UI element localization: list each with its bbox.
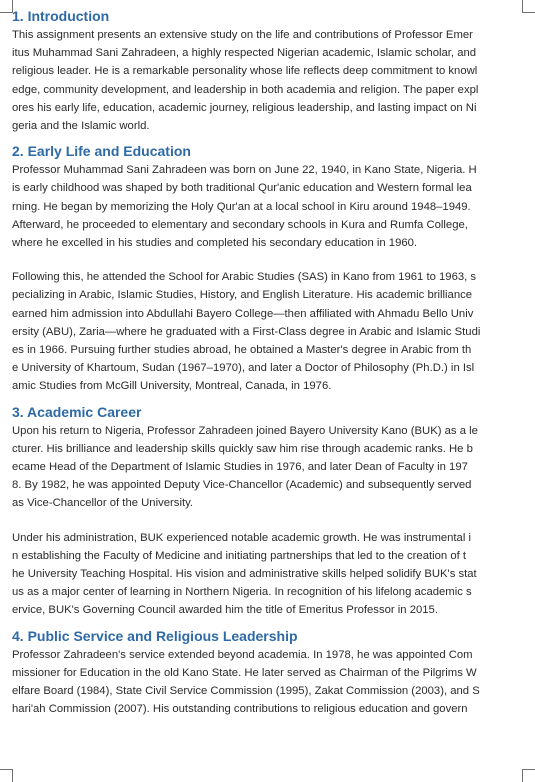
section-heading: 4. Public Service and Religious Leadership	[12, 627, 298, 644]
text-line: Following this, he attended the School for Arabic Studies (SAS) in Kano from 1961 to 1963, s	[12, 271, 477, 284]
paragraph-spacer	[12, 252, 524, 268]
text-line: ersity (ABU), Zaria—where he graduated with a First-Class degree in Arabic and Islamic Studi	[12, 325, 481, 338]
paragraph-spacer	[12, 513, 524, 529]
section-2	[12, 141, 524, 395]
paragraph	[12, 646, 524, 719]
text-line: is early childhood was shaped by both traditional Qur'anic education and Western formal lea	[12, 182, 472, 195]
text-line: This assignment presents an extensive study on the life and contributions of Professor Emer	[12, 29, 473, 41]
text-line: hari'ah Commission (2007). His outstanding contributions to religious education and govern	[12, 703, 468, 716]
text-line: n establishing the Faculty of Medicine and initiating partnerships that led to the creation of t	[12, 549, 467, 562]
text-line: itus Muhammad Sani Zahradeen, a highly respected Nigerian academic, Islamic scholar, and	[12, 47, 477, 60]
text-line: Under his administration, BUK experienced notable academic growth. He was instrumental i	[12, 531, 472, 544]
section-1	[12, 6, 524, 135]
text-line: cturer. His brilliance and leadership skills quickly saw him rise through academic ranks. He b	[12, 442, 473, 455]
text-line: Upon his return to Nigeria, Professor Zahradeen joined Bayero University Kano (BUK) as a le	[12, 424, 478, 437]
document-page	[12, 6, 524, 719]
section-heading: 3. Academic Career	[12, 403, 142, 420]
text-line: Professor Zahradeen's service extended beyond academia. In 1978, he was appointed Com	[12, 648, 473, 661]
crop-mark-bottom-right	[522, 769, 535, 782]
text-line: rning. He began by memorizing the Holy Qur'an at a local school in Kiru around 1948–1949.	[12, 200, 471, 213]
text-line: geria and the Islamic world.	[12, 120, 150, 133]
paragraph	[12, 268, 524, 395]
text-line: amic Studies from McGill University, Montreal, Canada, in 1976.	[12, 380, 332, 393]
text-line: us as a major center of learning in Northern Nigeria. In recognition of his lifelong academic s	[12, 586, 472, 599]
text-line: elfare Board (1984), State Civil Service Commission (1995), Zakat Commission (2003), and S	[12, 685, 480, 698]
paragraph	[12, 161, 524, 252]
text-line: religious leader. He is a remarkable personality whose life reflects deep commitment to knowl	[12, 65, 478, 78]
text-line: where he excelled in his studies and completed his secondary education in 1960.	[12, 237, 418, 250]
text-line: es in 1966. Pursuing further studies abroad, he obtained a Master's degree in Arabic from th	[12, 344, 472, 357]
text-line: earned him admission into Abdullahi Bayero College—then affiliated with Ahmadu Bello Univ	[12, 307, 474, 320]
text-line: pecializing in Arabic, Islamic Studies, History, and English Literature. His academic brilliance	[12, 289, 473, 302]
text-line: missioner for Education in the old Kano State. He later served as Chairman of the Pilgrims W	[12, 666, 477, 679]
text-line: he University Teaching Hospital. His vision and administrative skills helped solidify BUK's stat	[12, 568, 477, 581]
text-line: Professor Muhammad Sani Zahradeen was born on June 22, 1940, in Kano State, Nigeria. H	[12, 164, 477, 177]
text-line: ecame Head of the Department of Islamic Studies in 1976, and later Dean of Faculty in 197	[12, 461, 468, 474]
text-line: as Vice-Chancellor of the University.	[12, 497, 194, 510]
text-line: edge, community development, and leadership in both academia and religion. The paper expl	[12, 83, 479, 96]
section-3	[12, 402, 524, 620]
section-heading: 1. Introduction	[12, 8, 110, 24]
paragraph	[12, 26, 524, 135]
text-line: Afterward, he proceeded to elementary and secondary schools in Kura and Rumfa College,	[12, 218, 468, 231]
text-line: ervice, BUK's Governing Council awarded him the title of Emeritus Professor in 2015.	[12, 604, 438, 617]
crop-mark-bottom-left	[0, 769, 13, 782]
section-heading: 2. Early Life and Education	[12, 143, 191, 160]
text-line: 8. By 1982, he was appointed Deputy Vice-Chancellor (Academic) and subsequently served	[12, 479, 472, 492]
paragraph	[12, 422, 524, 513]
section-4	[12, 626, 524, 719]
text-line: ores his early life, education, academic journey, religious leadership, and lasting impact on Ni	[12, 101, 477, 114]
text-line: e University of Khartoum, Sudan (1967–1970), and later a Doctor of Philosophy (Ph.D.) in Isl	[12, 362, 475, 375]
paragraph	[12, 529, 524, 620]
